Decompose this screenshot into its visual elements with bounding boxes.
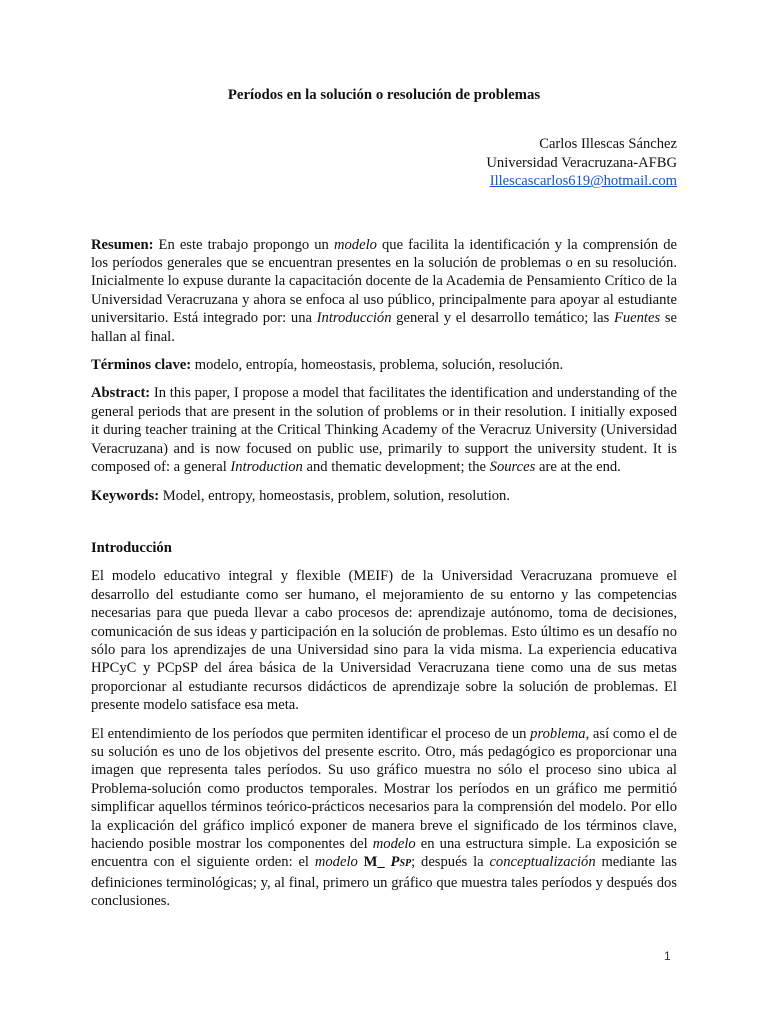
paper-title: Períodos en la solución o resolución de problemas [227, 87, 541, 103]
intro-p2-bold: M_ [357, 854, 391, 871]
resumen-italic: Introducción [316, 310, 392, 327]
author-name: Carlos Illescas Sánchez [539, 136, 677, 153]
abstract-italic: Introduction [230, 459, 303, 476]
intro-heading: Introducción [91, 539, 172, 556]
intro-p2-text: ; después la [411, 854, 490, 871]
resumen-text: general y el desarrollo temático; las [391, 310, 614, 327]
author-email-link[interactable]: Illescascarlos619@hotmail.com [489, 173, 677, 190]
resumen-italic: modelo [333, 236, 377, 253]
resumen-italic: Fuentes [613, 310, 661, 327]
terminos-clave-label: Términos clave: [91, 357, 192, 374]
intro-paragraph-1: El modelo educativo integral y flexible (MEIF) de la Universidad Veracruzana promueve el desarrollo del estudiante como ser humano, el mejoramiento de su entorno y las competencias necesarias para que pueda llevar a cabo procesos de: aprendizaje autónomo, toma de decisiones, comunicación de sus ideas y participación en la solución de problemas. Esto último es un desafío no sólo para los aprendizajes de una Universidad sino para la vida misma. La experiencia educativa HPCyC y PCpSP del área básica de la Universidad Veracruzana tiene como una de sus metas proporcionar al estudiante recursos didácticos de aprendizaje sobre la solución de problemas. El presente modelo satisface esa meta. [91, 568, 677, 714]
intro-p2-italic: problema, [530, 725, 590, 742]
terminos-clave-paragraph [91, 356, 677, 374]
intro-p2-text: El entendimiento de los períodos que permiten identificar el proceso de un [91, 725, 531, 742]
intro-p2-small-caps: SP [399, 858, 412, 870]
terminos-clave-text: modelo, entropía, homeostasis, problema, solución, resolución. [191, 357, 564, 374]
intro-p2-italic: modelo [372, 836, 416, 852]
intro-p2-bold-italic: P [390, 854, 400, 871]
resumen-label: Resumen: [91, 236, 154, 253]
author-affiliation: Universidad Veracruzana-AFBG [486, 154, 677, 171]
intro-p2-text: mediante las definiciones terminológicas; y, al final, primero un gráfico que muestra tales períodos y después dos conclusiones. [91, 854, 677, 910]
author-block [91, 135, 677, 190]
intro-p2-text: así como el de su solución es uno de los objetivos del presente escrito. Otro, más pedagógico es proporcionar una imagen que representa tales períodos. Su uso gráfico muestra no sólo el proceso sino ubica al Problema-solución como productos temporales. Mostrar los períodos en un gráfico me permitió simplificar aquellos términos teórico-prácticos necesarios para la comprensión del modelo. Por ello la explicación del gráfico implicó exponer de manera breve el significado de los términos clave, haciendo posible mostrar los componentes del [91, 725, 677, 852]
resumen-text: se hallan al final. [91, 310, 677, 345]
intro-p2-italic: modelo [314, 854, 358, 871]
keywords-text: Model, entropy, homeostasis, problem, solution, resolution. [159, 487, 511, 504]
intro-p2-italic: conceptualización [489, 854, 596, 871]
page-content [91, 86, 677, 921]
keywords-paragraph [91, 487, 677, 505]
abstract-text: and thematic development; the [302, 459, 490, 476]
abstract-italic: Sources [489, 459, 536, 476]
abstract-text: are at the end. [535, 459, 621, 476]
abstract-text: In this paper, I propose a model that facilitates the identification and understanding of the general periods that are present in the solution of problems or in their resolution. I initially exposed it during teacher training at the Critical Thinking Academy of the Veracruz University (Universidad Veracruzana) and is now focused on public use, primarily to support the university student. It is composed of: a general [91, 385, 677, 476]
resumen-text: En este trabajo propongo un [153, 236, 334, 253]
keywords-label: Keywords: [91, 487, 160, 504]
page-number: 1 [664, 949, 671, 963]
abstract-paragraph [91, 384, 677, 476]
intro-paragraph-2 [91, 725, 677, 911]
resumen-text: que facilita la identificación y la comprensión de los períodos generales que se encuentran presentes en la solución de problemas o en su resolución. Inicialmente lo expuse durante la capacitación docente de la Academia de Pensamiento Crítico de la Universidad Veracruzana y ahora se enfoca al uso público, principalmente para apoyar al estudiante universitario. Está integrado por: una [91, 236, 677, 327]
abstract-label: Abstract: [91, 385, 151, 402]
intro-p2-text: en una estructura simple. La exposición se encuentra con el siguiente orden: el [91, 836, 677, 871]
resumen-paragraph [91, 236, 677, 346]
